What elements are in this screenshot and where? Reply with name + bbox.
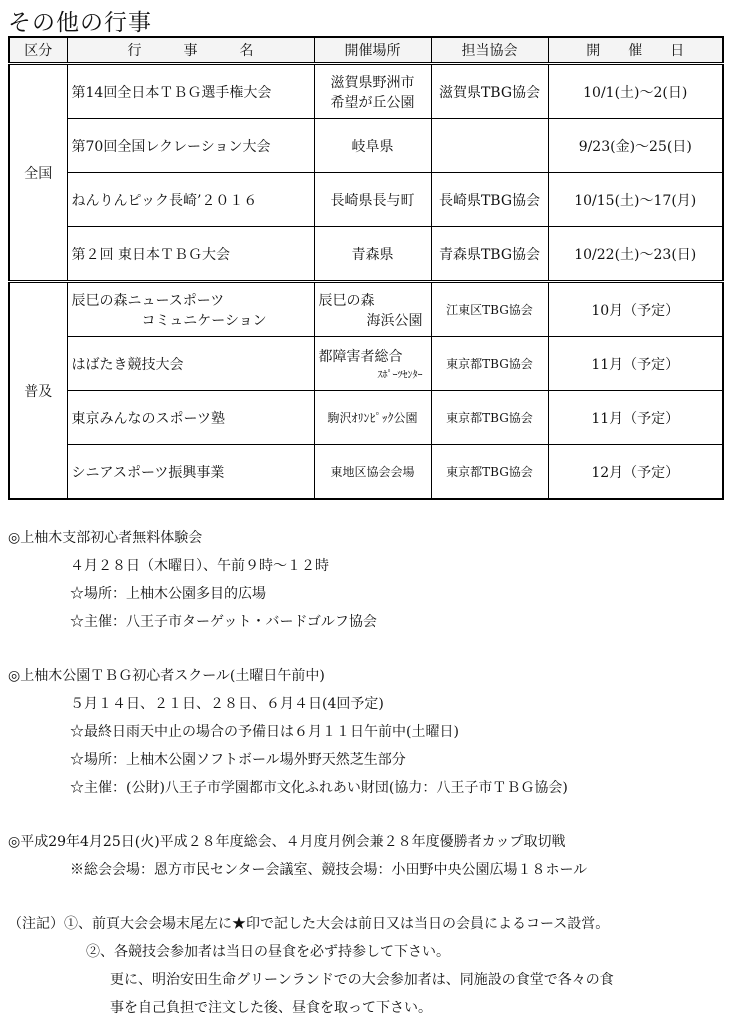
table-row — [9, 119, 723, 173]
table-row — [9, 227, 723, 282]
event-name-line2: コミュニケーション — [141, 312, 267, 329]
taiken-date: ４月２８日（木曜日）、午前９時～１２時 — [70, 558, 329, 574]
taiken-place: ☆場所：上柚木公園多目的広場 — [70, 586, 266, 602]
chuki-note-2: ②、各競技会参加者は当日の昼食を必ず持参して下さい。 — [86, 944, 450, 960]
event-place — [314, 64, 431, 119]
school-place: ☆場所：上柚木公園ソフトボール場外野天然芝生部分 — [70, 752, 406, 768]
school-host: ☆主催：(公財)八王子市学園都市文化ふれあい財団(協力：八王子市ＴＢＧ協会) — [70, 780, 568, 796]
spacer — [8, 636, 723, 662]
table-row — [9, 64, 723, 119]
event-place-line1: 辰巳の森 — [318, 292, 375, 309]
school-rain-date: ☆最終日雨天中止の場合の予備日は６月１１日午前中(土曜日) — [70, 724, 459, 740]
event-date: 10/1(土)～2(日) — [548, 64, 723, 119]
event-association — [431, 119, 548, 173]
event-association: 長崎県TBG協会 — [431, 173, 548, 227]
event-place: 岐阜県 — [314, 119, 431, 173]
event-association: 江東区TBG協会 — [431, 282, 548, 337]
chuki-note-3: 更に、明治安田生命グリーンランドでの大会参加者は、同施設の食堂で各々の食 — [110, 972, 614, 988]
event-name: 東京みんなのスポーツ塾 — [67, 391, 314, 445]
event-date: 10/22(土)～23(日) — [548, 227, 723, 282]
event-place-line2: ｽﾎﾟｰﾂｾﾝﾀｰ — [377, 370, 423, 381]
header-place: 開催場所 — [314, 37, 431, 64]
taiken-host: ☆主催：八王子市ターゲット・バードゴルフ協会 — [70, 614, 377, 630]
soukai-heading: ◎平成29年4月25日(火)平成２８年度総会、４月度月例会兼２８年度優勝者カップ取切戦 — [8, 834, 566, 850]
event-place — [314, 282, 431, 337]
event-place-line1: 都障害者総合 — [318, 349, 403, 365]
event-date: 10/15(土)～17(月) — [548, 173, 723, 227]
event-name — [67, 282, 314, 337]
event-date: 9/23(金)～25(日) — [548, 119, 723, 173]
event-place: 東地区協会会場 — [314, 445, 431, 500]
event-place-line2: 海浜公園 — [366, 312, 423, 329]
table-header-row — [9, 37, 723, 64]
chuki-note-4: 事を自己負担で注文した後、昼食を取って下さい。 — [110, 1000, 432, 1016]
event-name: 第70回全国レクレーション大会 — [67, 119, 314, 173]
event-name: シニアスポーツ振興事業 — [67, 445, 314, 500]
spacer — [8, 802, 723, 828]
event-name: 第２回 東日本ＴＢＧ大会 — [67, 227, 314, 282]
page-title: その他の行事 — [8, 10, 152, 36]
spacer — [8, 884, 723, 910]
header-association: 担当協会 — [431, 37, 548, 64]
table-row — [9, 282, 723, 337]
event-place-line1: 滋賀県野洲市 — [330, 74, 415, 91]
event-association: 東京都TBG協会 — [431, 445, 548, 500]
event-date: 11月（予定） — [548, 391, 723, 445]
event-date: 10月（予定） — [548, 282, 723, 337]
notes-section — [8, 524, 723, 1022]
region-fukyu: 普及 — [9, 282, 67, 500]
event-association: 東京都TBG協会 — [431, 337, 548, 391]
header-date: 開 催 日 — [548, 37, 723, 64]
event-date: 11月（予定） — [548, 337, 723, 391]
table-row — [9, 173, 723, 227]
event-name: ねんりんピック長崎’２０１６ — [67, 173, 314, 227]
chuki-note-1: （注記）①、前頁大会会場末尾左に★印で記した大会は前日又は当日の会員によるコース設営。 — [8, 916, 610, 932]
event-place: 駒沢ｵﾘﾝﾋﾟｯｸ公園 — [314, 391, 431, 445]
event-name-line1: 辰巳の森ニュースポーツ — [71, 292, 225, 309]
event-place: 長崎県長与町 — [314, 173, 431, 227]
event-association: 青森県TBG協会 — [431, 227, 548, 282]
header-event-name: 行 事 名 — [67, 37, 314, 64]
soukai-venue: ※総会会場：恩方市民センター会議室、競技会場：小田野中央公園広場１８ホール — [70, 862, 588, 878]
table-row — [9, 337, 723, 391]
events-table — [8, 36, 724, 500]
event-date: 12月（予定） — [548, 445, 723, 500]
region-zenkoku: 全国 — [9, 64, 67, 282]
event-place — [314, 337, 431, 391]
event-name: はばたき競技大会 — [67, 337, 314, 391]
school-heading: ◎上柚木公園ＴＢＧ初心者スクール(土曜日午前中) — [8, 668, 325, 684]
school-dates: ５月１４日、２１日、２８日、６月４日(4回予定) — [70, 696, 384, 712]
event-association: 滋賀県TBG協会 — [431, 64, 548, 119]
header-region: 区分 — [9, 37, 67, 64]
event-name: 第14回全日本ＴＢＧ選手権大会 — [67, 64, 314, 119]
taiken-heading: ◎上柚木支部初心者無料体験会 — [8, 530, 203, 546]
event-place-line2: 希望が丘公園 — [330, 94, 415, 111]
event-place: 青森県 — [314, 227, 431, 282]
event-association: 東京都TBG協会 — [431, 391, 548, 445]
table-row — [9, 391, 723, 445]
table-row — [9, 445, 723, 500]
